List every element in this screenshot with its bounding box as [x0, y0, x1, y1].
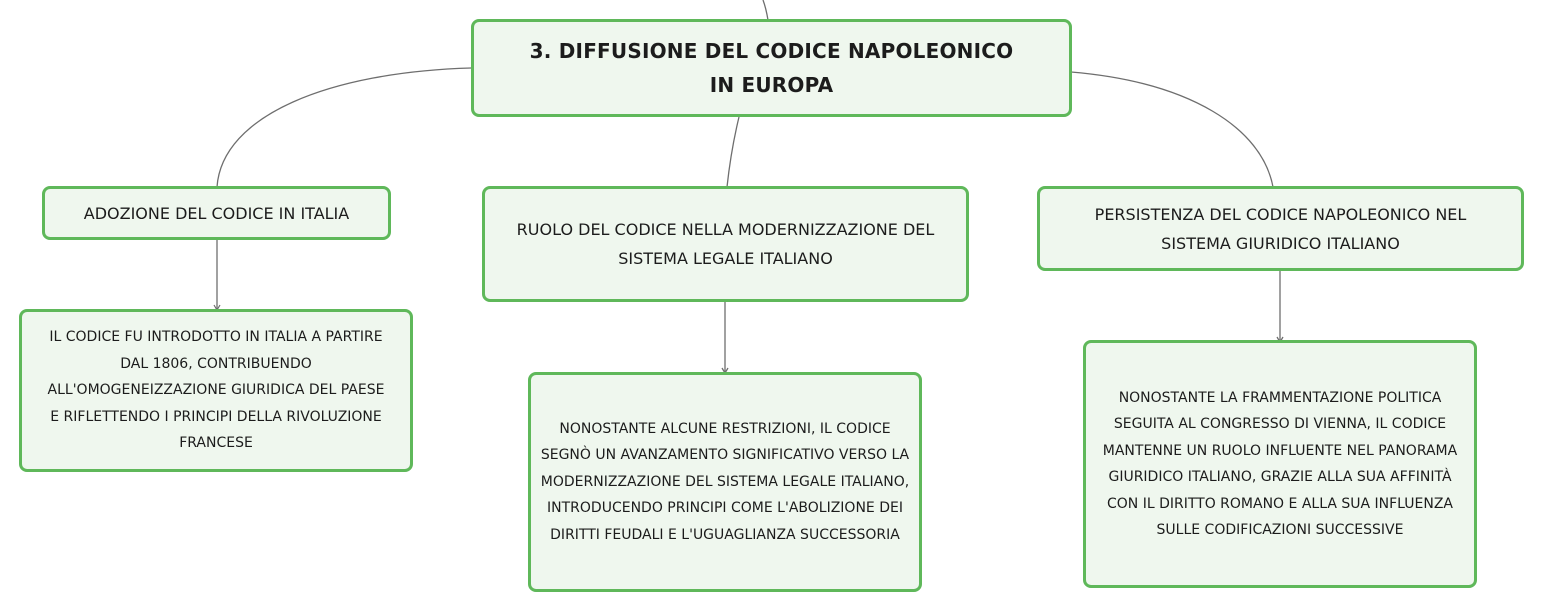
connector-root-to-topic-3: [1071, 72, 1273, 187]
connector-root-to-topic-2: [727, 117, 739, 187]
topic-label: ADOZIONE DEL CODICE IN ITALIA: [83, 203, 350, 223]
root-topic[interactable]: [471, 19, 1072, 117]
topic-adozione-italia[interactable]: [42, 186, 391, 240]
topic-ruolo-modernizzazione[interactable]: [482, 186, 969, 302]
detail-adozione-italia[interactable]: [19, 309, 413, 472]
topic-label: PERSISTENZA DEL CODICE NAPOLEONICO NEL SISTEMA GIURIDICO ITALIANO: [1094, 204, 1467, 253]
topic-label: RUOLO DEL CODICE NELLA MODERNIZZAZIONE DEL SISTEMA LEGALE ITALIANO: [516, 220, 935, 268]
connector-root-to-topic-1: [217, 68, 471, 187]
detail-text: IL CODICE FU INTRODOTTO IN ITALIA A PARTIRE DAL 1806, CONTRIBUENDO ALL'OMOGENEIZZAZIONE GIURIDICA DEL PAESE E RIFLETTENDO I PRINCIPI DELLA RIVOLUZIONE FRANCESE: [47, 329, 385, 452]
root-topic-label: 3. DIFFUSIONE DEL CODICE NAPOLEONICO IN EUROPA: [529, 39, 1014, 97]
connector-parent-to-root: [763, 0, 768, 20]
detail-text: NONOSTANTE ALCUNE RESTRIZIONI, IL CODICE SEGNÒ UN AVANZAMENTO SIGNIFICATIVO VERSO LA MODERNIZZAZIONE DEL SISTEMA LEGALE ITALIANO, INTRODUCENDO PRINCIPI COME L'ABOLIZIONE DEI DIRITTI FEUDALI E L'UGUAGLIANZA SUCCESSORIA: [540, 420, 910, 543]
detail-persistenza-codice[interactable]: [1083, 340, 1477, 588]
detail-ruolo-modernizzazione[interactable]: [528, 372, 922, 592]
detail-text: NONOSTANTE LA FRAMMENTAZIONE POLITICA SEGUITA AL CONGRESSO DI VIENNA, IL CODICE MANTENNE UN RUOLO INFLUENTE NEL PANORAMA GIURIDICO ITALIANO, GRAZIE ALLA SUA AFFINITÀ CON IL DIRITTO ROMANO E ALLA SUA INFLUENZA SULLE CODIFICAZIONI SUCCESSIVE: [1102, 389, 1458, 538]
topic-persistenza-codice[interactable]: [1037, 186, 1524, 271]
